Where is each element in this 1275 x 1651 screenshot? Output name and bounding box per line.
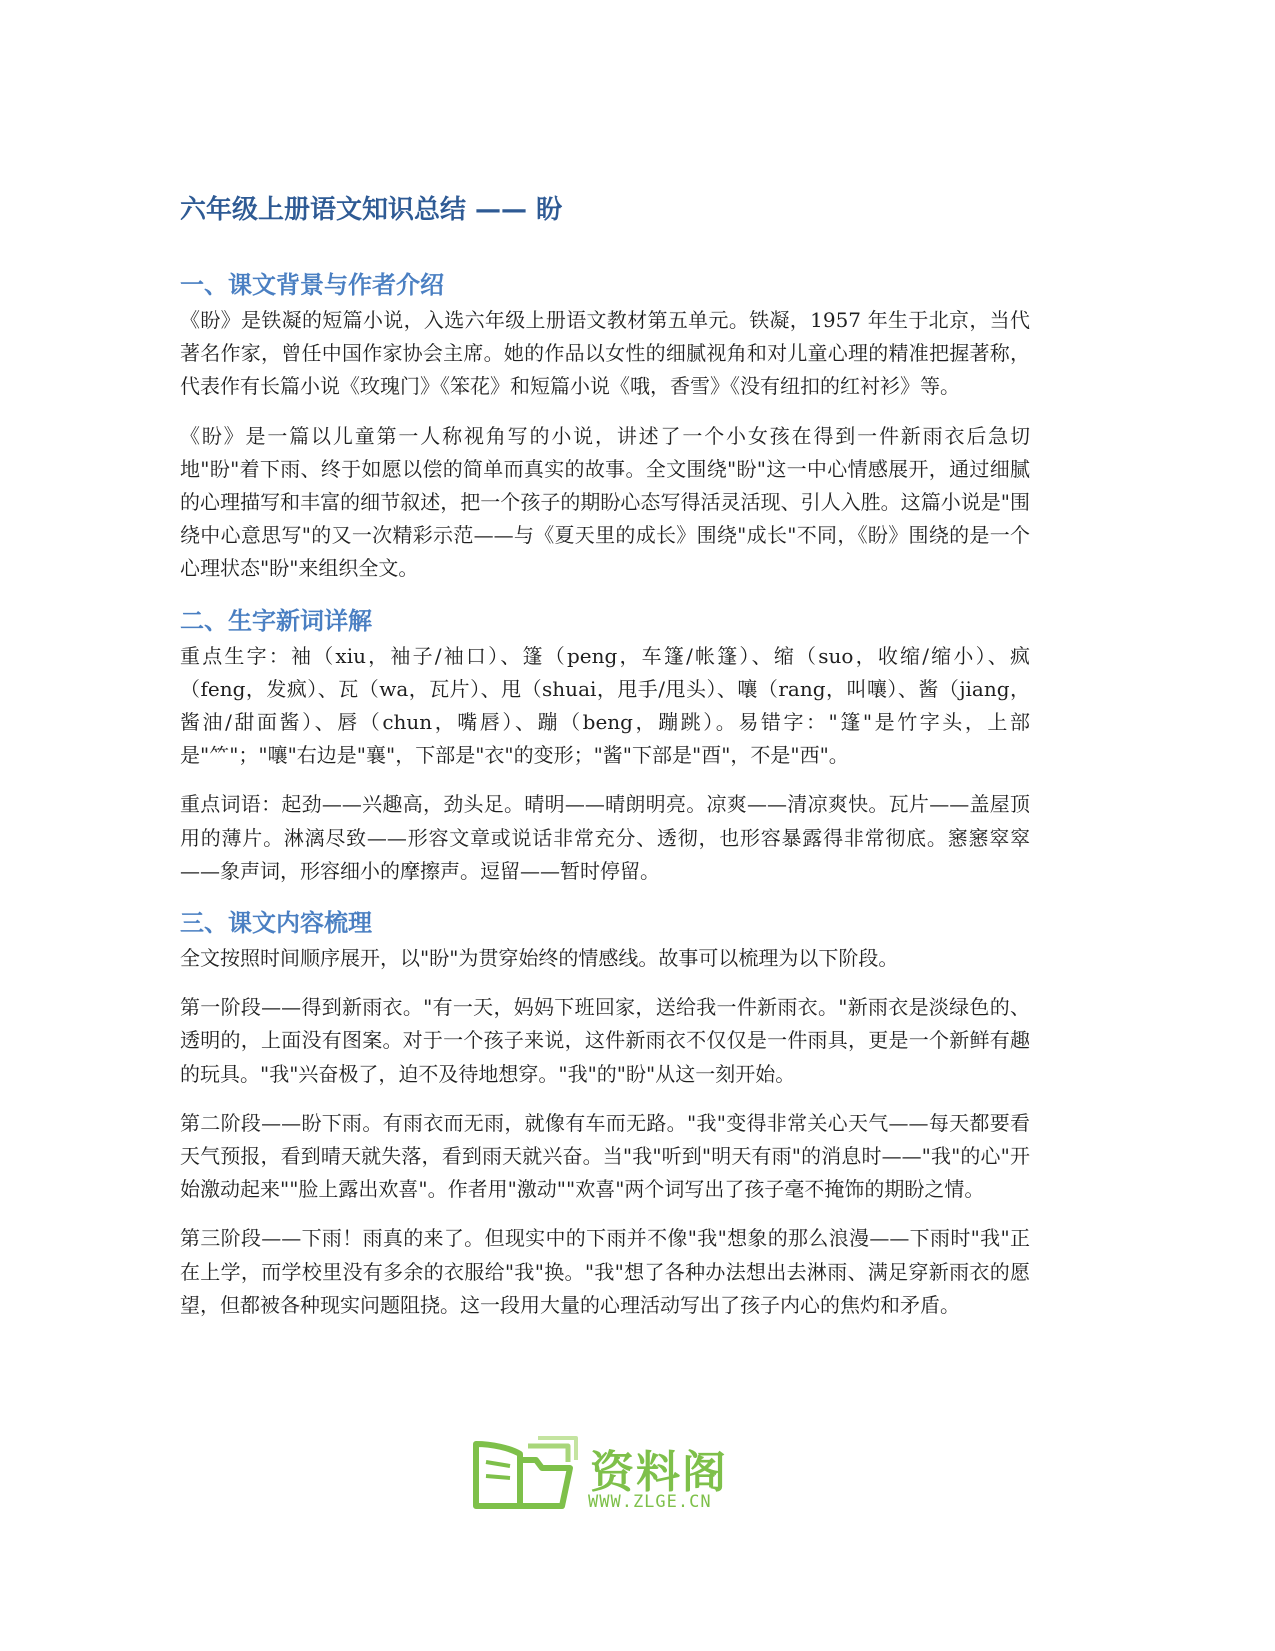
- paragraph: 《盼》是一篇以儿童第一人称视角写的小说，讲述了一个小女孩在得到一件新雨衣后急切地"盼"着下雨、终于如愿以偿的简单而真实的故事。全文围绕"盼"这一中心情感展开，通过细腻的心理描写和丰富的细节叙述，把一个孩子的期盼心态写得活灵活现、引人入胜。这篇小说是"围绕中心意思写"的又一次精彩示范——与《夏天里的成长》围绕"成长"不同，《盼》围绕的是一个心理状态"盼"来组织全文。: [180, 423, 1030, 581]
- paragraph: 第三阶段——下雨！雨真的来了。但现实中的下雨并不像"我"想象的那么浪漫——下雨时"我"正在上学，而学校里没有多余的衣服给"我"换。"我"想了各种办法想出去淋雨、满足穿新雨衣的愿望，但都被各种现实问题阻挠。这一段用大量的心理活动写出了孩子内心的焦灼和矛盾。: [180, 1226, 1030, 1317]
- document-title: 六年级上册语文知识总结 —— 盼: [180, 195, 563, 225]
- watermark-url: WWW.ZLGE.CN: [588, 1492, 712, 1512]
- section-heading: 二、生字新词详解: [180, 606, 372, 635]
- paragraph: 全文按照时间顺序展开，以"盼"为贯穿始终的情感线。故事可以梳理为以下阶段。: [180, 946, 899, 971]
- paragraph: 第二阶段——盼下雨。有雨衣而无雨，就像有车而无路。"我"变得非常关心天气——每天都要看天气预报，看到晴天就失落，看到雨天就兴奋。当"我"听到"明天有雨"的消息时——"我"的心"开始激动起来""脸上露出欢喜"。作者用"激动""欢喜"两个词写出了孩子毫不掩饰的期盼之情。: [180, 1110, 1030, 1202]
- paragraph: 重点词语：起劲——兴趣高，劲头足。晴明——晴朗明亮。凉爽——清凉爽快。瓦片——盖屋顶用的薄片。淋漓尽致——形容文章或说话非常充分、透彻，也形容暴露得非常彻底。窸窸窣窣——象声词，形容细小的摩擦声。逗留——暂时停留。: [180, 792, 1030, 883]
- section-vocabulary: [180, 602, 1030, 888]
- paragraph: 《盼》是铁凝的短篇小说，入选六年级上册语文教材第五单元。铁凝，1957 年生于北京，当代著名作家，曾任中国作家协会主席。她的作品以女性的细腻视角和对儿童心理的精准把握著称，代表作有长篇小说《玫瑰门》《笨花》和短篇小说《哦，香雪》《没有纽扣的红衬衫》等。: [180, 308, 1030, 399]
- book-folder-icon: [470, 1432, 582, 1512]
- paragraph: 第一阶段——得到新雨衣。"有一天，妈妈下班回家，送给我一件新雨衣。"新雨衣是淡绿色的、透明的，上面没有图案。对于一个孩子来说，这件新雨衣不仅仅是一件雨具，更是一个新鲜有趣的玩具。"我"兴奋极了，迫不及待地想穿。"我"的"盼"从这一刻开始。: [180, 995, 1030, 1086]
- watermark-logo: [470, 1432, 750, 1522]
- paragraph: 重点生字：袖（xiu，袖子/袖口）、篷（peng，车篷/帐篷）、缩（suo，收缩/缩小）、疯（feng，发疯）、瓦（wa，瓦片）、甩（shuai，甩手/甩头）、嚷（rang，叫嚷）、酱（jiang，酱油/甜面酱）、唇（chun，嘴唇）、蹦（beng，蹦跳）。易错字："篷"是竹字头，上部是"⺮"；"嚷"右边是"襄"，下部是"衣"的变形；"酱"下部是"酉"，不是"西"。: [180, 643, 1030, 768]
- section-content: [180, 904, 1030, 1322]
- section-heading: 一、课文背景与作者介绍: [180, 271, 444, 299]
- section-heading: 三、课文内容梳理: [180, 909, 372, 938]
- document-page: [180, 190, 1030, 1338]
- watermark-name: 资料阁: [590, 1447, 728, 1498]
- section-background: [180, 266, 1030, 586]
